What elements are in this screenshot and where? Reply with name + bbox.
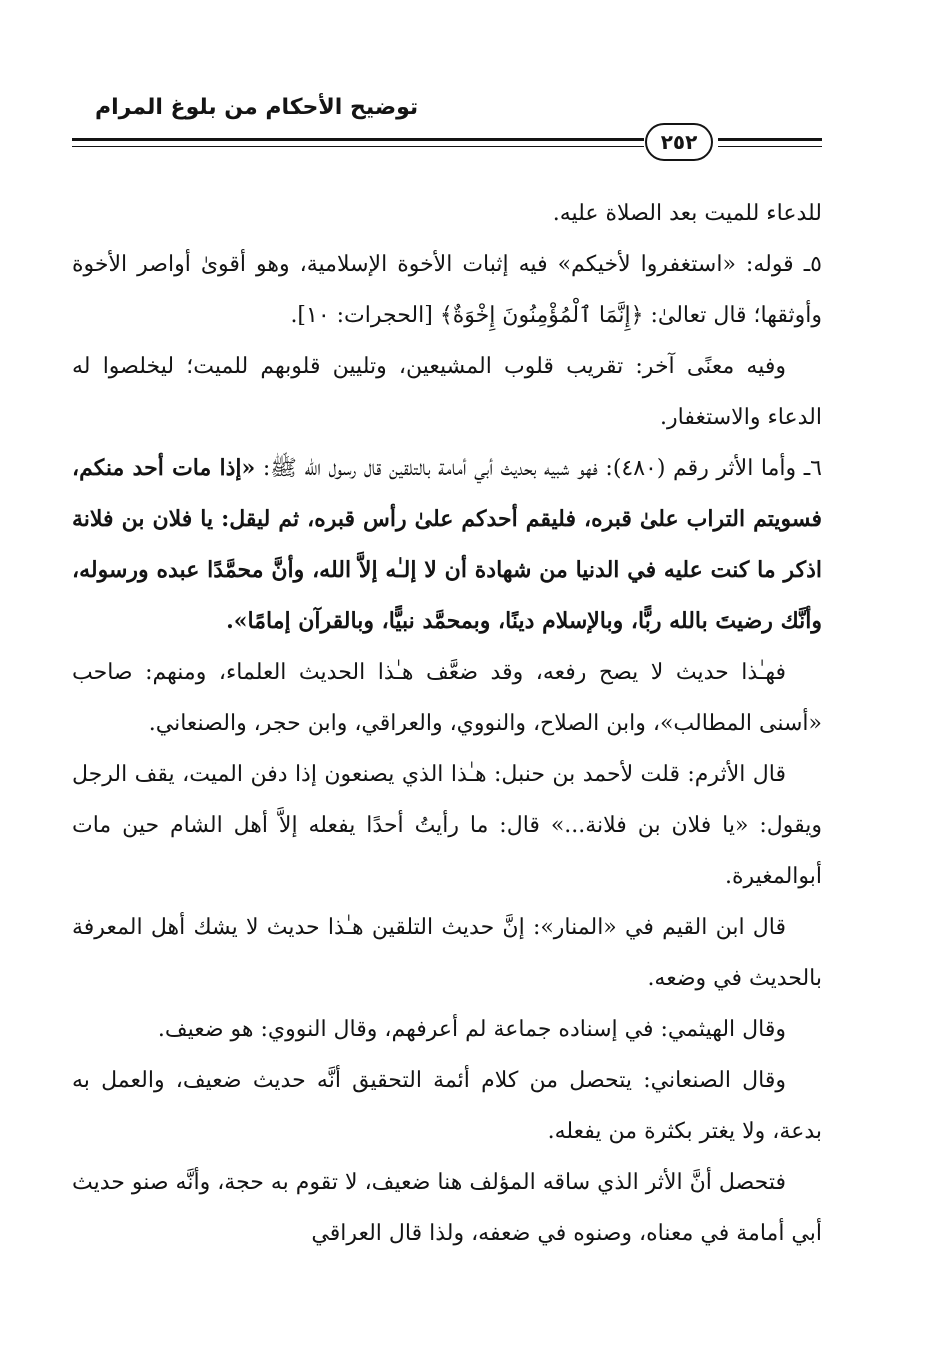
paragraph-5 bbox=[72, 647, 822, 749]
paragraph-1 bbox=[72, 188, 822, 239]
body-text bbox=[72, 188, 822, 1259]
paragraph-3 bbox=[72, 341, 822, 443]
hadith-text: «إذا مات أحد منكم، فسويتم التراب علىٰ قبره، فليقم أحدكم علىٰ رأس قبره، ثم ليقل: يا فلان بن فلانة اذكر ما كنت عليه في الدنيا من شهادة أن لا إلـٰه إلاَّ الله، وأنَّ محمَّدًا عبده ورسوله، وأنَّك رضيتَ بالله ربًّا، وبالإسلام دينًا، وبمحمَّد نبيًّا، وبالقرآن إمامًا». bbox=[72, 455, 822, 634]
header-rule-thick-left bbox=[72, 138, 644, 141]
paragraph-text: وقال الهيثمي: في إسناده جماعة لم أعرفهم، وقال النووي: هو ضعيف. bbox=[157, 1017, 786, 1042]
paragraph-7 bbox=[72, 902, 822, 1004]
paragraph-6 bbox=[72, 749, 822, 902]
header-rule-thin-right bbox=[718, 146, 822, 147]
paragraph-text: وفيه معنًى آخر: تقريب قلوب المشيعين، وتليين قلوبهم للميت؛ ليخلصوا له الدعاء والاستغفار. bbox=[72, 354, 822, 430]
paragraph-8 bbox=[72, 1004, 822, 1055]
paragraph-text: قال ابن القيم في «المنار»: إنَّ حديث التلقين هـٰذا حديث لا يشك أهل المعرفة بالحديث في وضعه. bbox=[72, 915, 822, 991]
item-marker: ٥ـ bbox=[803, 252, 822, 277]
header-rule-thin-left bbox=[72, 146, 644, 147]
paragraph-2 bbox=[72, 239, 822, 341]
page-number-frame bbox=[645, 123, 713, 161]
paragraph-9 bbox=[72, 1055, 822, 1157]
item-marker: ٦ـ bbox=[803, 456, 822, 481]
paragraph-text: وقال الصنعاني: يتحصل من كلام أئمة التحقيق أنَّه حديث ضعيف، والعمل به بدعة، ولا يغتر بكثرة من يفعله. bbox=[72, 1068, 822, 1144]
paragraph-text: فتحصل أنَّ الأثر الذي ساقه المؤلف هنا ضعيف، لا تقوم به حجة، وأنَّه صنو حديث أبي أمامة في معناه، وصنوه في ضعفه، ولذا قال العراقي bbox=[72, 1170, 822, 1246]
paragraph-text: قوله: «استغفروا لأخيكم» فيه إثبات الأخوة الإسلامية، وهو أقوىٰ أواصر الأخوة وأوثقها؛ قال تعالىٰ: ﴿إِنَّمَا ٱلْمُؤْمِنُونَ إِخْوَةٌ﴾ [الحجرات: ١٠]. bbox=[72, 252, 822, 328]
paragraph-text: قال الأثرم: قلت لأحمد بن حنبل: هـٰذا الذي يصنعون إذا دفن الميت، يقف الرجل ويقول: «يا فلان بن فلانة...» قال: ما رأيتُ أحدًا يفعله إلاَّ أهل الشام حين مات أبوالمغيرة. bbox=[72, 762, 822, 889]
paragraph-10 bbox=[72, 1157, 822, 1259]
paragraph-text: وأما الأثر رقم (٤٨٠): فهو شبيه بحديث أبي أمامة بالتلقين قال رسول الله ﷺ: bbox=[262, 456, 797, 481]
header-rule-thick-right bbox=[718, 138, 822, 141]
paragraph-text: للدعاء للميت بعد الصلاة عليه. bbox=[552, 201, 822, 226]
page-number: ٢٥٢ bbox=[660, 130, 698, 154]
running-title: توضيح الأحكام من بلوغ المرام bbox=[95, 95, 419, 120]
paragraph-text: فهـٰذا حديث لا يصح رفعه، وقد ضعَّف هـٰذا الحديث العلماء، ومنهم: صاحب «أسنى المطالب»، وابن الصلاح، والنووي، والعراقي، وابن حجر، والصنعاني. bbox=[72, 660, 822, 736]
paragraph-4 bbox=[72, 443, 822, 647]
